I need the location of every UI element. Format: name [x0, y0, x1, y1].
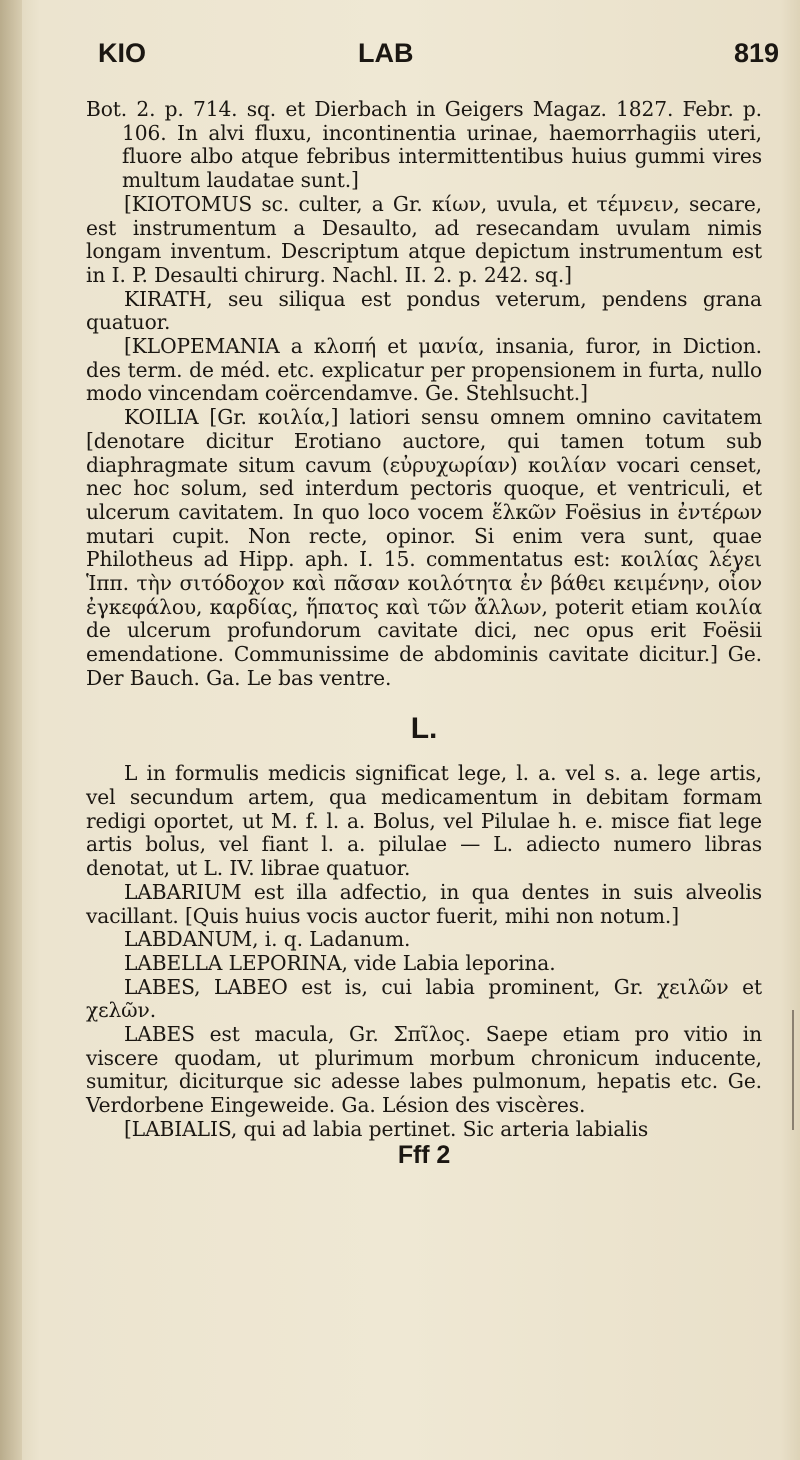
section-letter: L.: [410, 711, 438, 745]
page-number: 819: [734, 38, 780, 68]
entry-koilia: KOILIA [Gr. κοιλία,] latiori sensu omnem omnino cavitatem [denotare dicitur Erotiano auctore, qui tamen totum sub diaphragmate situm cavum (εὐρυχωρίαν) κοιλίαν vocari censet, nec hoc solum, sed interdum pectoris quoque, et ventriculi, et ulcerum cavitatem. In quo loco vocem ἕλκῶν Foësius in ἐντέρων mutari cupit. Non recte, opinor. Si enim vera sunt, quae Philotheus ad Hipp. aph. I. 15. commentatus est: κοιλίας λέγει Ἱππ. τὴν σιτόδοχον καὶ πᾶσαν κοιλότητα ἐν βάθει κειμένην, οἷον ἐγκεφάλου, καρδίας, ἥπατος καὶ τῶν ἄλλων, poterit etiam κοιλία de ulcerum profundorum cavitate dici, nec opus erit Foësii emendatione. Communissime de abdominis cavitate dicitur.] Ge. Der Bauch. Ga. Le bas ventre.: [86, 405, 762, 690]
page-gutter: [0, 0, 22, 1460]
entry-labialis: [LABIALIS, qui ad labia pertinet. Sic arteria labialis: [124, 1116, 649, 1141]
entry-kiotomus: [KIOTOMUS sc. culter, a Gr. κίων, uvula, et τέμνειν, secare, est instrumentum a Desaulto, ad resecandam uvulam nimis longam inventum. Descriptum atque depictum instrumentum est in I. P. Desaulti chirurg. Nachl. II. 2. p. 242. sq.]: [86, 191, 762, 287]
entry-labarium: LABARIUM est illa adfectio, in qua dentes in suis alveolis vacillant. [Quis huius vocis auctor fuerit, mihi non notum.]: [86, 879, 762, 928]
entry-labdanum: LABDANUM, i. q. Ladanum.: [124, 927, 411, 952]
entry-kirathe: KIRATH, seu siliqua est pondus veterum, pendens grana quatuor.: [86, 286, 762, 335]
entry-l: L in formulis medicis significat lege, l. a. vel s. a. lege artis, vel secundum artem, qua medicamentum in debitam formam redigi oportet, ut M. f. l. a. Bolus, vel Pilulae h. e. misce fiat lege artis bolus, vel fiant l. a. pilulae — L. adiecto numero libras denotat, ut L. IV. librae quatuor.: [86, 761, 762, 881]
entry-labes: LABES est macula, Gr. Σπῖλος. Saepe etiam pro vitio in viscere quodam, ut plurimum morbum chronicum inducente, sumitur, diciturque sic adesse labes pulmonum, hepatis etc. Ge. Verdorbene Eingeweide. Ga. Lésion des viscères.: [86, 1022, 762, 1118]
dictionary-text: [86, 98, 762, 1167]
running-head-left: KIO: [98, 38, 147, 68]
entry-kleptomania: [KLOPEMANIA a κλοπή et μανία, insania, furor, in Diction. des term. de méd. etc. explicatur per propensionem in furta, nullo modo vincendam coërcendamve. Ge. Stehlsucht.]: [86, 334, 762, 406]
entry-continuation: Bot. 2. p. 714. sq. et Dierbach in Geigers Magaz. 1827. Febr. p. 106. In alvi fluxu, incontinentia urinae, haemorrhagiis uteri, fluore albo atque febribus intermittentibus huius gummi vires multum laudatae sunt.]: [86, 97, 762, 193]
signature-mark: Fff 2: [397, 1140, 451, 1169]
running-head: [98, 38, 778, 78]
entry-labella: LABELLA LEPORINA, vide Labia leporina.: [124, 950, 556, 975]
margin-pencil-mark: [792, 1010, 794, 1130]
running-head-center: LAB: [358, 38, 414, 68]
entry-labes-labeo: LABES, LABEO est is, cui labia prominent, Gr. χειλῶν et χελῶν.: [86, 974, 762, 1023]
